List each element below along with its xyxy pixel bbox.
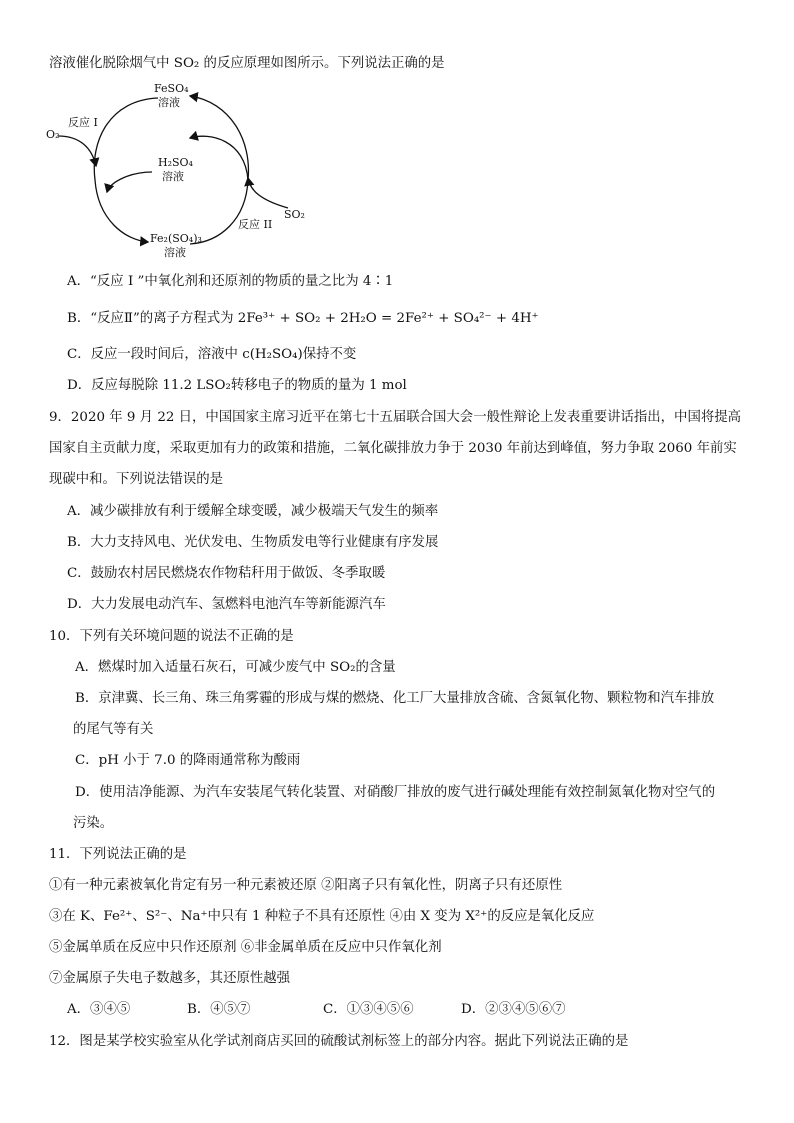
q8-option-b: B．“反应Ⅱ”的离子方程式为 2Fe³⁺ + SO₂ + 2H₂O = 2Fe²⁺ + SO₄²⁻ + 4H⁺ (67, 311, 539, 326)
label-feso4: FeSO₄ (154, 82, 189, 95)
q11-statements-1-2: ①有一种元素被氧化肯定有另一种元素被还原 ②阳离子只有氧化性，阴离子只有还原性 (49, 878, 563, 893)
o2-input-arrow (58, 136, 96, 166)
q11-stem: 11．下列说法正确的是 (49, 847, 187, 862)
q8-stem: 溶液催化脱除烟气中 SO₂ 的反应原理如图所示。下列说法正确的是 (49, 56, 445, 71)
cycle-arc-left (94, 98, 158, 242)
q9-option-c: C．鼓励农村居民燃烧农作物秸秆用于做饭、冬季取暖 (67, 566, 386, 581)
arc-to-h2so4 (190, 136, 248, 180)
q10-option-d-line1: D．使用洁净能源、为汽车安装尾气转化装置、对硝酸厂排放的废气进行碱处理能有效控制氮氧化物对空气的 (75, 785, 716, 800)
q11-choice-a: A．③④⑤ (67, 1002, 131, 1017)
q11-choice-b: B．④⑤⑦ (187, 1002, 251, 1017)
reaction-cycle-diagram (40, 80, 320, 270)
label-h2so4-solution: 溶液 (162, 170, 184, 183)
label-reaction-1: 反应 I (68, 116, 98, 129)
q11-statements-3-4: ③在 K、Fe²⁺、S²⁻、Na⁺中只有 1 种粒子不具有还原性 ④由 X 变为 X²⁺的反应是氧化反应 (49, 909, 595, 924)
q11-choices (67, 1000, 565, 1020)
q10-option-d-line2: 污染。 (73, 816, 114, 831)
q9-option-b: B．大力支持风电、光伏发电、生物质发电等行业健康有序发展 (67, 535, 439, 550)
q10-option-b-line1: B．京津冀、长三角、珠三角雾霾的形成与煤的燃烧、化工厂大量排放含硫、含氮氧化物、颗粒物和汽车排放 (75, 691, 715, 706)
arc-from-h2so4 (107, 172, 152, 192)
q9-stem-line2: 国家自主贡献力度，采取更加有力的政策和措施，二氧化碳排放力争于 2030 年前达到峰值，努力争取 2060 年前实 (49, 441, 737, 456)
q9-stem-line1: 9．2020 年 9 月 22 日，中国国家主席习近平在第七十五届联合国大会一般性辩论上发表重要讲话指出，中国将提高 (49, 410, 742, 425)
q10-stem: 10．下列有关环境问题的说法不正确的是 (49, 629, 294, 644)
q9-option-d: D．大力发展电动汽车、氢燃料电池汽车等新能源汽车 (67, 597, 386, 612)
label-fe2so43-solution: 溶液 (164, 246, 186, 259)
cycle-arc-right (190, 96, 248, 180)
q11-choice-c: C．①③④⑤⑥ (323, 1002, 414, 1017)
q11-choice-d: D．②③④⑤⑥⑦ (461, 1002, 566, 1017)
q8-option-c: C．反应一段时间后，溶液中 c(H₂SO₄)保持不变 (67, 347, 357, 362)
label-reaction-2: 反应 II (238, 218, 273, 231)
q8-option-a: A．“反应 I ”中氧化剂和还原剂的物质的量之比为 4∶1 (67, 274, 394, 289)
q11-statement-7: ⑦金属原子失电子数越多，其还原性越强 (49, 971, 291, 986)
q8-option-d: D．反应每脱除 11.2 LSO₂转移电子的物质的量为 1 mol (67, 378, 407, 393)
label-fe2so43: Fe₂(SO₄)₃ (150, 232, 202, 245)
q10-option-b-line2: 的尾气等有关 (73, 722, 154, 737)
label-o2: O₂ (46, 128, 60, 141)
q11-statements-5-6: ⑤金属单质在反应中只作还原剂 ⑥非金属单质在反应中只作氧化剂 (49, 940, 442, 955)
q10-option-c: C．pH 小于 7.0 的降雨通常称为酸雨 (75, 753, 301, 768)
label-h2so4: H₂SO₄ (158, 156, 193, 169)
q10-option-a: A．燃煤时加入适量石灰石，可减少废气中 SO₂的含量 (75, 660, 396, 675)
q9-option-a: A．减少碳排放有利于缓解全球变暖，减少极端天气发生的频率 (67, 504, 439, 519)
label-feso4-solution: 溶液 (158, 96, 180, 109)
q12-stem: 12．图是某学校实验室从化学试剂商店买回的硫酸试剂标签上的部分内容。据此下列说法正确的是 (49, 1034, 629, 1049)
so2-input-arrow (248, 178, 288, 208)
q9-stem-line3: 现碳中和。下列说法错误的是 (49, 472, 224, 487)
label-so2: SO₂ (284, 208, 305, 221)
